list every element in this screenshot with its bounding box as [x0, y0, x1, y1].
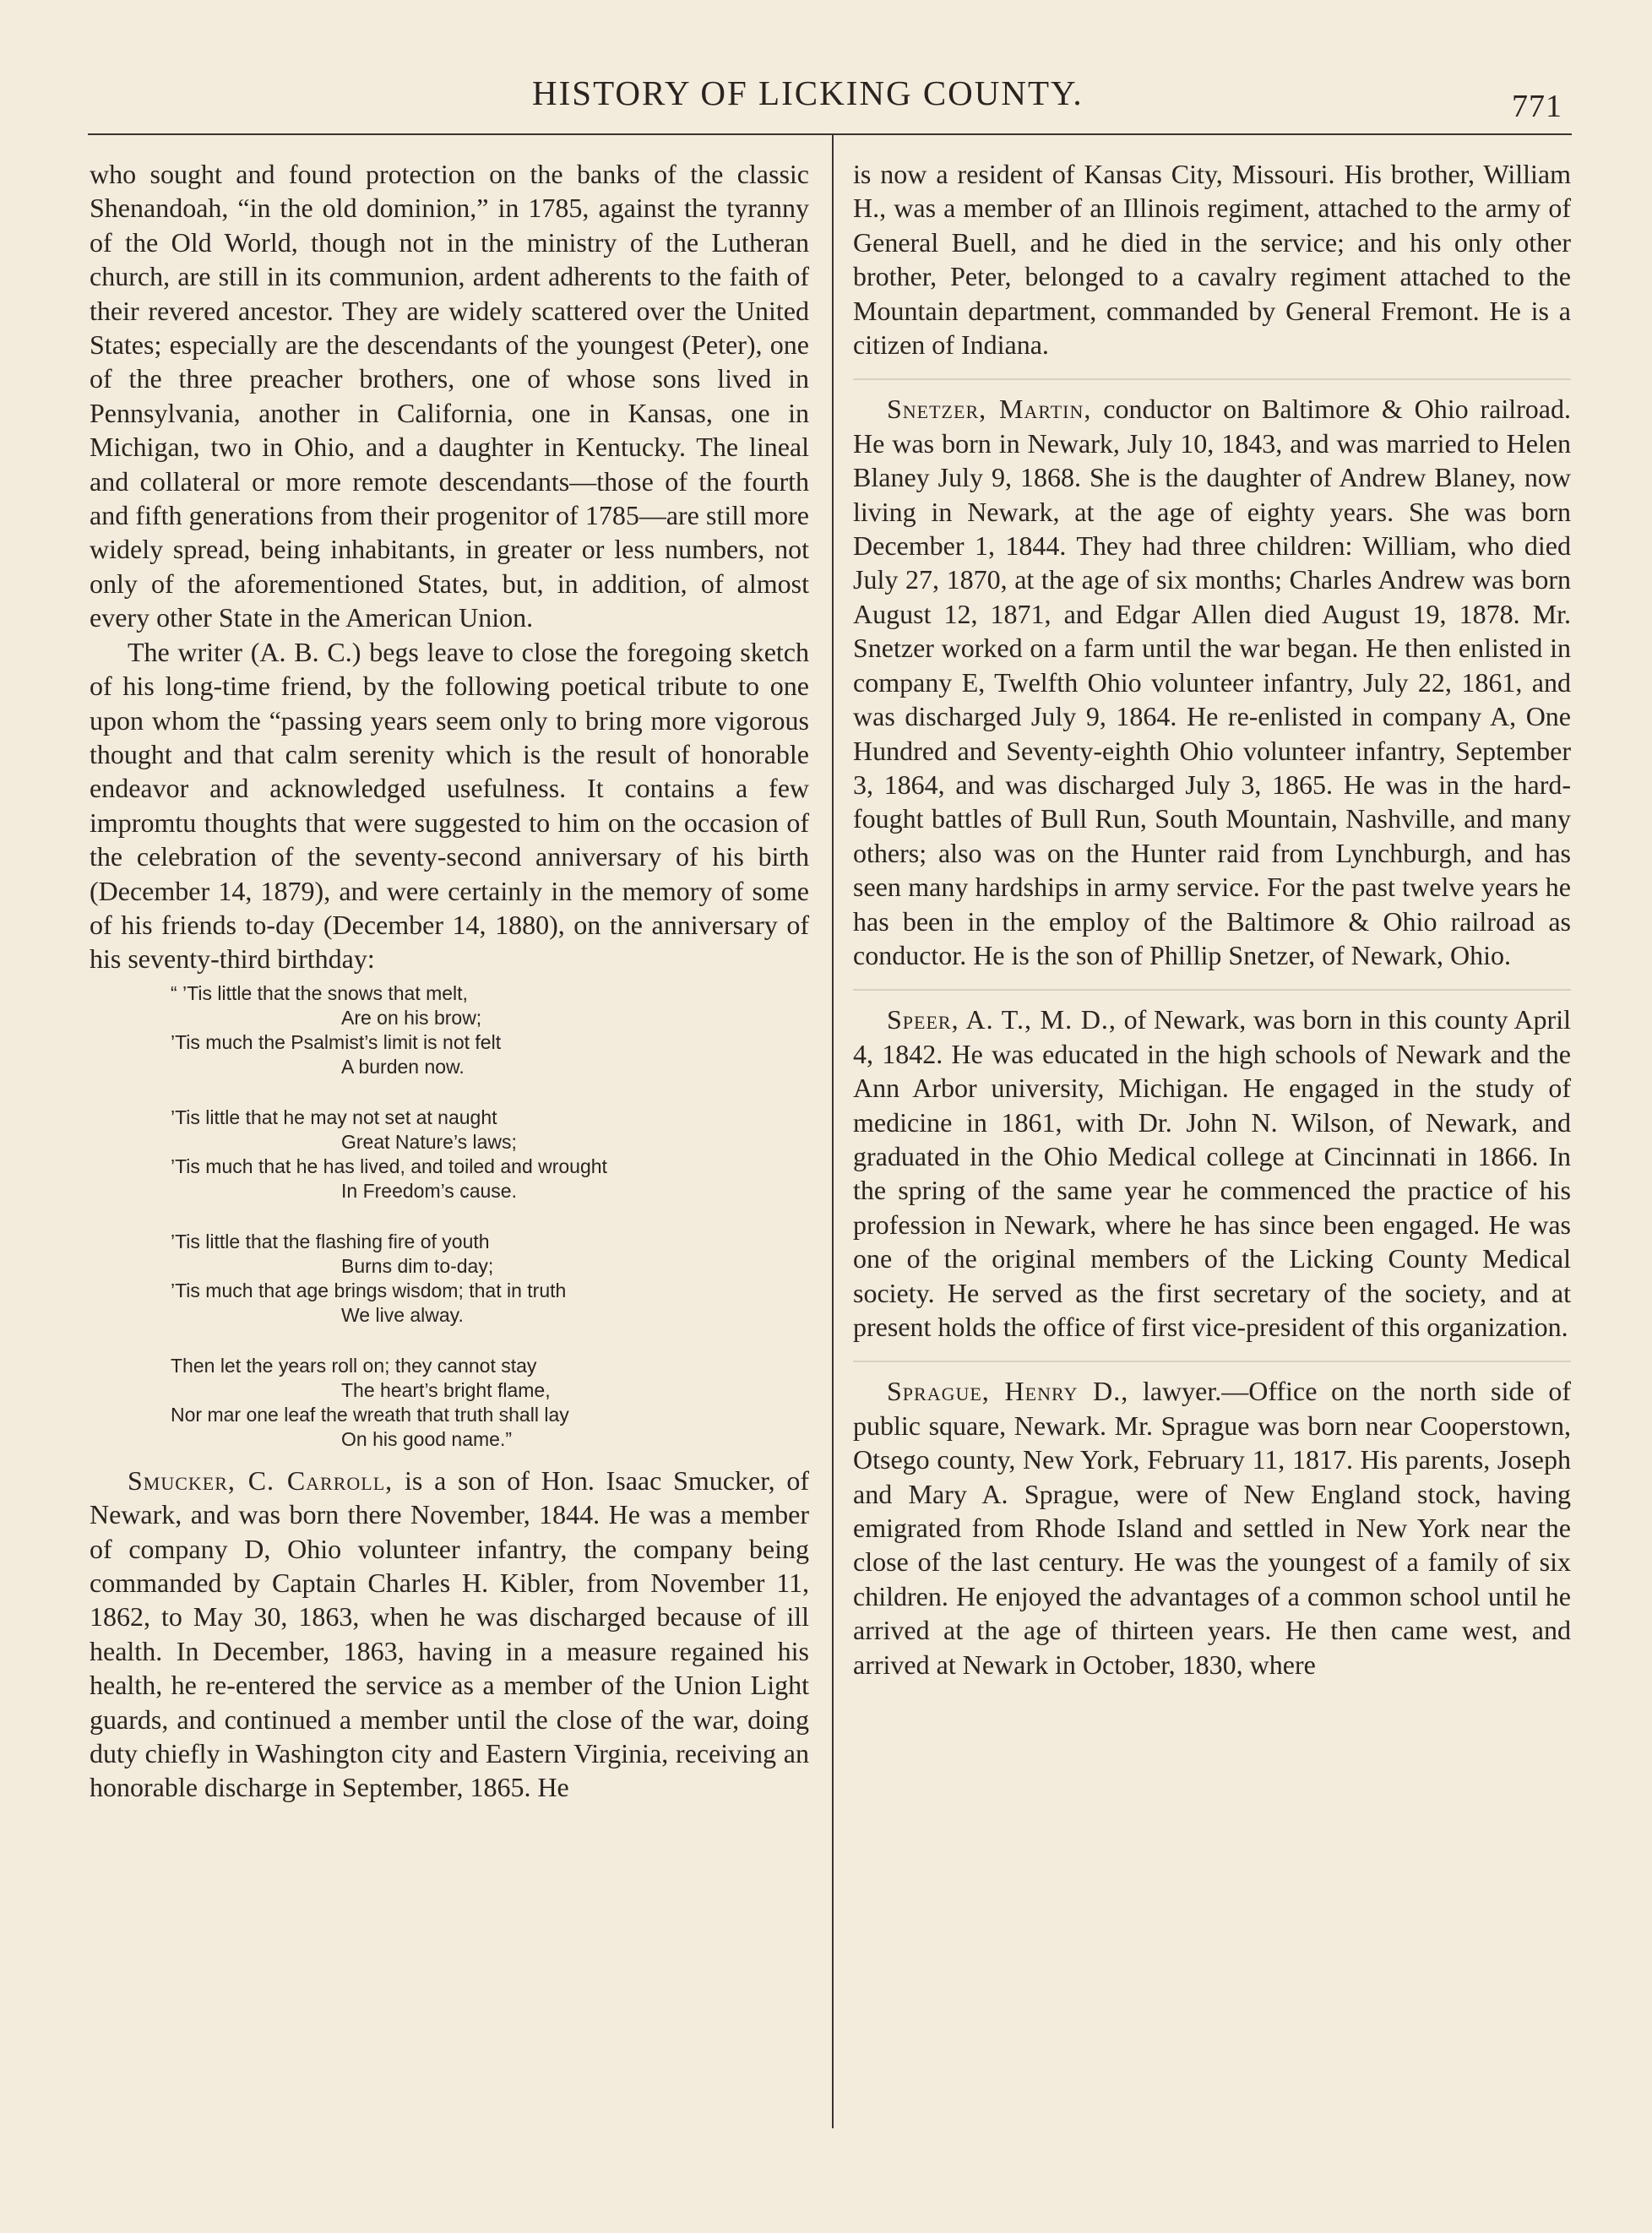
ancestry-paragraph: who sought and found protection on the banks of the classic Shenandoah, “in the old dominion,” in 1785, against the tyranny of the Old World, though not in the ministry of the Lutheran church, are still in its communion, ardent adherents to the faith of their revered ancestor. They are widely scattered over the United States; especially are the descendants of the youngest (Peter), one of the three preacher brothers, one of whose sons lived in Pennsylvania, another in California, one in Kansas, one in Michigan, two in Ohio, and a daughter in Kentucky. The lineal and collateral or more remote descendants—those of the fourth and fifth generations from their progenitor of 1785—are still more widely spread, being inhabitants, in greater or less numbers, not only of the aforementioned States, but, in addition, of almost every other State in the American Union.: [90, 159, 809, 633]
column-divider: [832, 135, 834, 2128]
poem-line: On his good name.”: [341, 1427, 513, 1450]
poem-line: ’Tis much that he has lived, and toiled and wrought: [171, 1155, 607, 1177]
entry-text: of Newark, was born in this county April 4, 1842. He was educated in the high schools of Newark and the Ann Arbor university, Michigan. He engaged in the study of medicine in 1861, with Dr. John N. Wilson, of Newark, and graduated in the Ohio Medical college at Cincinnati in 1866. In the spring of the same year he commenced the practice of his profession in Newark, where he has since been engaged. He was one of the original members of the Licking County Medical society. He served as the first secretary of the society, and at present holds the office of first vice-president of this organization.: [853, 1004, 1571, 1342]
speer-entry: [853, 1002, 1571, 1344]
entry-text: conductor on Baltimore & Ohio railroad. He was born in Newark, July 10, 1843, and was married to Helen Blaney July 9, 1868. She is the daughter of Andrew Blaney, now living in Newark, at the age of eighty years. She was born December 1, 1844. They had three children: William, who died July 27, 1870, at the age of six months; Charles Andrew was born August 12, 1871, and Edgar Allen died August 19, 1878. Mr. Snetzer worked on a farm until the war began. He then enlisted in company E, Twelfth Ohio volunteer infantry, July 22, 1861, and was discharged July 9, 1864. He re-enlisted in company A, One Hundred and Seventy-eighth Ohio volunteer infantry, September 3, 1864, and was discharged July 3, 1865. He was in the hard-fought battles of Bull Run, South Mountain, Nashville, and many others; also was on the Hunter raid from Lynchburgh, and has seen many hardships in army service. For the past twelve years he has been in the employ of the Baltimore & Ohio railroad as conductor. He is the son of Phillip Snetzer, of Newark, Ohio.: [853, 394, 1572, 970]
poem-line: A burden now.: [341, 1055, 465, 1078]
poem-line: In Freedom’s cause.: [341, 1179, 517, 1202]
entry-name: Snetzer, Martin,: [887, 394, 1092, 425]
entry-separator: [853, 989, 1571, 991]
poem-line: Burns dim to-day;: [341, 1254, 494, 1277]
poem-stanza: [90, 1354, 809, 1452]
entry-text: is a son of Hon. Isaac Smucker, of Newark, and was born there November, 1844. He was a member of company D, Ohio volunteer infantry, the company being commanded by Captain Charles H. Kibler, from November 11, 1862, to May 30, 1863, when he was discharged because of ill health. In December, 1863, having in a measure regained his health, he re-entered the service as a member of the Union Light guards, and continued a member until the close of the war, doing duty chiefly in Washington city and Eastern Virginia, receiving an honorable discharge in September, 1865. He: [90, 1464, 810, 1803]
poem-line: The heart’s bright flame,: [341, 1378, 551, 1401]
right-column: [853, 157, 1571, 1682]
poem-stanza: [90, 1230, 809, 1328]
smucker-entry: [90, 1464, 809, 1805]
continuation-paragraph: is now a resident of Kansas City, Missouri. His brother, William H., was a member of an Illinois regiment, attached to the army of General Buell, and he died in the service; and his only other brother, Peter, belonged to a cavalry regiment attached to the Mountain department, commanded by General Fremont. He is a citizen of Indiana.: [853, 159, 1571, 361]
poem: [90, 981, 809, 1452]
entry-separator: [853, 378, 1571, 380]
entry-name: Sprague, Henry D.,: [887, 1376, 1129, 1407]
poem-line: ’Tis much that age brings wisdom; that in truth: [171, 1279, 567, 1301]
poem-stanza: [90, 981, 809, 1079]
entry-separator: [853, 1361, 1571, 1362]
poem-line: ’Tis little that the flashing fire of youth: [171, 1230, 490, 1252]
entry-name: Smucker, C. Carroll,: [128, 1464, 394, 1496]
poem-line: ’Tis little that he may not set at naught: [171, 1106, 497, 1128]
entry-text: lawyer.—Office on the north side of public square, Newark. Mr. Sprague was born near Cooperstown, Otsego county, New York, February 11, 1817. His parents, Joseph and Mary A. Sprague, were of New England stock, having emigrated from Rhode Island and settled in New York near the close of the last century. He was the youngest of a family of six children. He enjoyed the advantages of a common school until he arrived at the age of thirteen years. He then came west, and arrived at Newark in October, 1830, where: [853, 1376, 1572, 1680]
page-header: [0, 73, 1652, 123]
poem-line: Great Nature’s laws;: [341, 1130, 517, 1153]
poem-line: Nor mar one leaf the wreath that truth shall lay: [171, 1403, 569, 1426]
page-number: 771: [1512, 89, 1562, 124]
poem-line: Are on his brow;: [341, 1006, 482, 1029]
snetzer-entry: [853, 392, 1571, 972]
header-rule: [88, 133, 1572, 135]
left-column: [90, 157, 809, 1805]
poem-stanza: [90, 1106, 809, 1203]
running-head: HISTORY OF LICKING COUNTY.: [532, 73, 1084, 112]
poem-line: “ ’Tis little that the snows that melt,: [171, 981, 468, 1004]
poem-line: We live alway.: [341, 1303, 464, 1326]
tribute-intro-paragraph: The writer (A. B. C.) begs leave to close the foregoing sketch of his long-time friend, by the following poetical tribute to one upon whom the “passing years seem only to bring more vigorous thought and that calm serenity which is the result of honorable endeavor and acknowledged usefulness. It contains a few impromtu thoughts that were suggested to him on the occasion of the celebration of the seventy-second anniversary of his birth (December 14, 1879), and were certainly in the memory of some of his friends to-day (December 14, 1880), on the anniversary of his seventy-third birthday:: [90, 636, 809, 975]
entry-name: Speer, A. T., M. D.,: [887, 1004, 1117, 1035]
poem-line: ’Tis much the Psalmist’s limit is not felt: [171, 1030, 502, 1053]
sprague-entry: [853, 1374, 1571, 1682]
poem-line: Then let the years roll on; they cannot stay: [171, 1354, 537, 1377]
